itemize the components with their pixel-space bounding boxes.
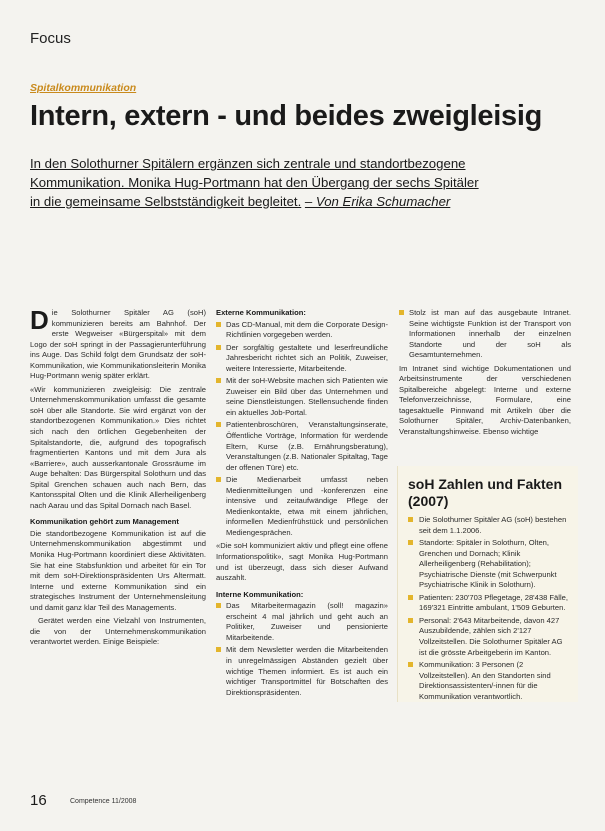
bullet-square-icon (408, 540, 413, 545)
list-item: Das Mitarbeitermagazin (soll! magazin» erscheint 4 mal jährlich und geht auch an Politiker, Zuweiser und pensionierte Mitarbeitende. (216, 601, 388, 643)
bullet-square-icon (216, 477, 221, 482)
list-item: Mit der soH-Website machen sich Patienten wie Zuweiser ein Bild über das Unternehmen und seine Dienstleistungen. Stellensuchende finden ein aktuelles Job-Portal. (216, 376, 388, 418)
subheading: Kommunikation gehört zum Management (30, 517, 179, 527)
facts-box (397, 466, 578, 702)
list-item: Das CD-Manual, mit dem die Corporate Design-Richtlinien vorgegeben werden. (216, 320, 388, 341)
bullet-square-icon (216, 603, 221, 608)
bullet-square-icon (399, 310, 404, 315)
article-kicker: Spitalkommunikation (30, 82, 137, 94)
bullet-list-intranet (399, 308, 571, 361)
fact-item: Patienten: 230'703 Pflegetage, 28'438 Fälle, 169'321 Eintritte ambulant, 1'509 Geburten. (408, 593, 572, 614)
facts-list (408, 515, 572, 704)
article-title: Intern, extern - und beides zweigleisig (30, 100, 543, 132)
subheading: Interne Kommunikation: (216, 589, 304, 599)
subheading: Externe Kommunikation: (216, 308, 306, 317)
paragraph: Gerätet werden eine Vielzahl von Instrumenten, die von der Unternehmenskommunikation verantwortet werden. Einige Beispiele: (30, 616, 206, 647)
fact-item: Kommunikation: 3 Personen (2 Vollzeitstellen). An den Standorten sind Direktionsassistenten/-innen für die Kommunikation verantwortlich. (408, 660, 572, 702)
paragraph: Die Solothurner Spitäler AG (soH) kommunizieren bereits am Bahnhof. Der erste Wegweiser «Bürgerspital» mit dem Logo der soH springt in der Passagierunterführung ins Auge. Das Schild folgt dem Grundsatz der soH-Kommunikation, wie Kommunikationsleiterin Monika Hug-Portmann wenig später erklärt. (30, 305, 206, 381)
bullet-square-icon (408, 517, 413, 522)
list-item: Stolz ist man auf das ausgebaute Intranet. Seine wichtigste Funktion ist der Transport von Informationen innerhalb der einzelnen Standorte und der soH als Gesamtunternehmen. (399, 308, 571, 361)
publication-footer: Competence 11/2008 (70, 798, 137, 805)
page-number: 16 (30, 792, 47, 809)
lead-line-1: In den Solothurner Spitälern ergänzen sich zentrale und standortbezogene (30, 156, 466, 171)
list-item: Patientenbroschüren, Veranstaltungsinserate, Öffentliche Vorträge, Information für werdende Eltern, Kurse (z.B. Ernährungsberatung), Veranstaltungen (z.B. Nationaler Spitaltag, Tage der offenen Türe) etc. (216, 420, 388, 473)
bullet-square-icon (216, 345, 221, 350)
paragraph: «Wir kommunizieren zweigleisig: Die zentrale Unternehmenskommunikation umfasst die gesamte soH über alle Standorte. Sie wird ergänzt von der standortbezogenen Kommunikation.» Dies richtet sich nach den örtlichen Gegebenheiten der Spitalstandorte, die, aufgrund des topografisch fragmentierten Kantons und mit dem Jura als «Barriere», auch ausserkantonale Grossräume im Auge behalten: Das Bürgerspital Solothurn und das Spital Grenchen schauen auch nach Bern, das Kantonsspital Olten und die Klinik Allerheiligenberg nach Aarau und das Spital Dornach nach Basel. (30, 384, 206, 510)
bullet-square-icon (216, 322, 221, 327)
text-column-2 (216, 308, 388, 701)
lead-author: – Von Erika Schumacher (304, 194, 451, 209)
bullet-square-icon (408, 618, 413, 623)
fact-item: Standorte: Spitäler in Solothurn, Olten, Grenchen und Dornach; Klinik Allerheiligenberg (Rehabilitation); Psychiatrische Dienste (mit Schwerpunkt Psychiatrische Klinik in Solothurn). (408, 538, 572, 591)
list-item: Die Medienarbeit umfasst neben Medienmitteilungen und -konferenzen eine intensive und zeitaufwändige Pflege der Medienkontakte, etwa mit einem jährlichen, informellen Medienfrühstück und persönlichen Mediengesprächen. (216, 475, 388, 538)
paragraph: Die standortbezogene Kommunikation ist auf die Unternehmenskommunikation abgestimmt und Monika Hug-Portmann koordiniert diese Aktivitäten. Sie hat eine Stabsfunktion und arbeitet für ein Tor mit dem soH-Direktionspräsidenten Urs Altermatt. Interne und externe Kommunikation sind ein strategisches Instrument der Unternehmensleitung und damit ganz klar Teil des Managements. (30, 528, 206, 612)
article-lead (30, 154, 575, 211)
facts-box-title: soH Zahlen und Fakten (2007) (408, 476, 563, 509)
bullet-square-icon (408, 595, 413, 600)
bullet-list-internal (216, 601, 388, 698)
text-column-1 (30, 305, 206, 651)
bullet-square-icon (216, 647, 221, 652)
list-item: Mit dem Newsletter werden die Mitarbeitenden in unregelmässigen Abständen gezielt über wichtige Themen informiert. Es ist auch ein wichtiger Transportmittel für Botschaften des Direktionspräsidenten. (216, 645, 388, 698)
paragraph: «Die soH kommuniziert aktiv und pflegt eine offene Informationspolitik», sagt Monika Hug-Portmann und ist überzeugt, dass sich dieser Aufwand auszahlt. (216, 541, 388, 583)
fact-item: Die Solothurner Spitäler AG (soH) bestehen seit dem 1.1.2006. (408, 515, 572, 536)
text-column-3 (399, 308, 571, 441)
bullet-square-icon (408, 662, 413, 667)
section-label: Focus (30, 30, 71, 47)
drop-cap: D (30, 305, 49, 335)
lead-line-2: Kommunikation. Monika Hug-Portmann hat den Übergang der sechs Spitäler (30, 175, 479, 190)
lead-line-3: in die gemeinsame Selbstständigkeit begleitet. (30, 194, 302, 209)
bullet-square-icon (216, 378, 221, 383)
list-item: Der sorgfältig gestaltete und leserfreundliche Jahresbericht richtet sich an Politik, Zuweiser, weitere Interessierte, Mitarbeitende. (216, 343, 388, 375)
paragraph: Im Intranet sind wichtige Dokumentationen und Arbeitsinstrumente der verschiedenen Spitalbereiche abgelegt: Interne und externe Telefonverzeichnisse, Formulare, eine tagesaktuelle Pinnwand mit Artikeln über die Solothurner Spitäler, Archiv-Datenbanken, Veranstaltungshinweise. Ebenso wichtige (399, 363, 571, 437)
bullet-list-external (216, 320, 388, 539)
bullet-square-icon (216, 422, 221, 427)
fact-item: Personal: 2'643 Mitarbeitende, davon 427 Auszubildende, zählen sich 2'127 Vollzeitstellen. Die Solothurner Spitäler AG ist die grösste Arbeitgeberin im Kanton. (408, 616, 572, 658)
